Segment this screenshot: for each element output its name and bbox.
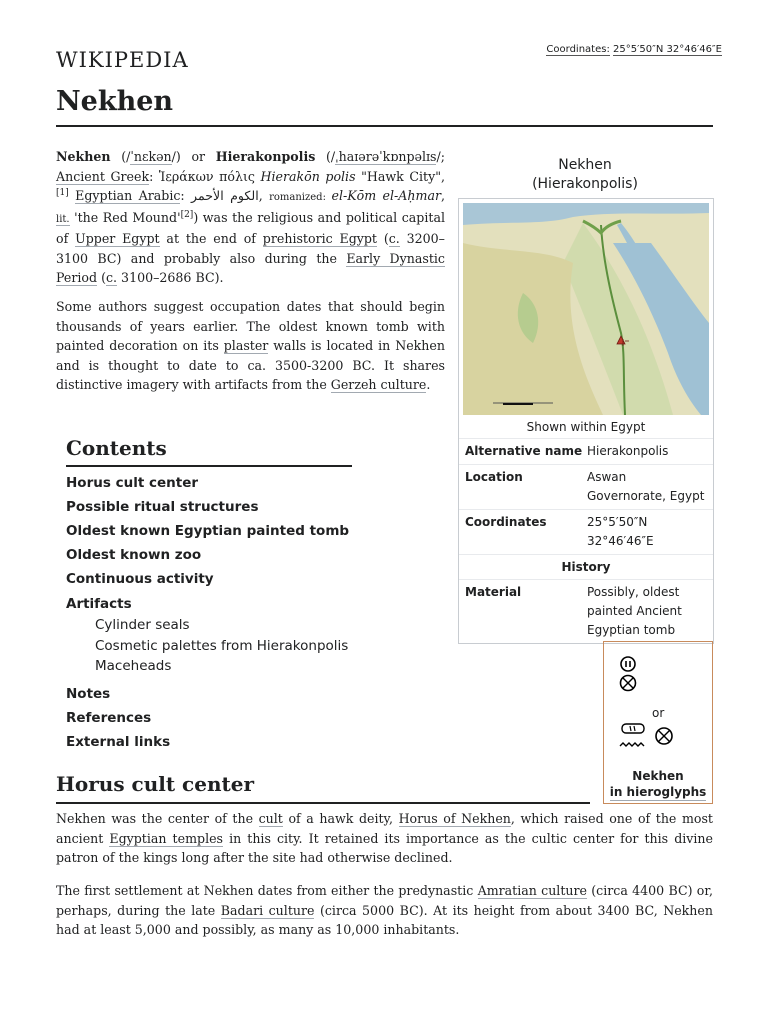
infobox-row (459, 465, 713, 510)
ipa-hierakonpolis-link[interactable]: ˌhaɪərəˈkɒnpəlɪs (335, 149, 437, 164)
lead-text: : الكوم الأحمر, (180, 188, 270, 203)
infobox-key: Coordinates (465, 515, 547, 529)
lead-term-nekhen: Nekhen (56, 149, 111, 164)
toc-item-notes[interactable]: Notes (66, 685, 111, 702)
plaster-link[interactable]: plaster (223, 338, 269, 353)
lead-text: : Ἱεράκων πόλις (149, 168, 261, 184)
early-dynastic-period-link[interactable]: Early Dynastic Period (56, 250, 445, 285)
lead-text: el-Kōm el-Aḥmar (331, 188, 441, 203)
paragraph-text: of a hawk deity, (282, 811, 399, 826)
map-caption: Shown within Egypt (459, 419, 713, 439)
toc-item-oldest-painted-tomb[interactable]: Oldest known Egyptian painted tomb (66, 523, 350, 539)
lead-text: "Hawk City", (355, 168, 446, 184)
lead-text: /; (436, 149, 445, 164)
egyptian-arabic-link[interactable]: Egyptian Arabic (75, 188, 181, 203)
infobox-row (459, 439, 713, 465)
lead-text: romanized: (269, 192, 332, 203)
hieroglyph-alternate-icon (618, 722, 688, 756)
hieroglyph-box (603, 641, 713, 804)
ancient-greek-link[interactable]: Ancient Greek (56, 168, 150, 184)
toc-item-oldest-zoo[interactable]: Oldest known zoo (66, 547, 202, 563)
paragraph-text: Some authors suggest occupation dates that should begin thousands of years earlier. The oldest known tomb with painted decoration on its (56, 299, 445, 353)
paragraph-text: (circa 5000 BC). At its height from about 3400 BC, Nekhen had at least 5,000 and possibly, as many as 10,000 inhabitants. (56, 902, 713, 937)
cult-link[interactable]: cult (258, 811, 283, 826)
egyptian-temples-link[interactable]: Egyptian temples (109, 830, 224, 846)
paragraph-text: in this city. It retained its importance as the cultic center for this divine patron of the kings long after the site had otherwise declined. (56, 830, 713, 865)
infobox-key: Alternative name (465, 444, 583, 458)
infobox-value: Aswan Governorate, Egypt (587, 470, 705, 503)
hieroglyph-caption-name: Nekhen (632, 769, 684, 783)
infobox-history-header: History (459, 555, 713, 580)
paragraph-text: . (426, 377, 431, 392)
lead-text: /) or (171, 149, 216, 164)
paragraph-text: (circa 4400 BC) or, perhaps, during the late (56, 883, 713, 918)
toc-subitem-cosmetic-palettes[interactable]: Cosmetic palettes from Hierakonpolis (95, 637, 349, 654)
toc-item-possible-ritual-structures[interactable]: Possible ritual structures (66, 499, 259, 515)
infobox-row (459, 580, 713, 643)
infobox-key: Material (465, 585, 522, 599)
lead-text: ) was the religious and political capital of (56, 209, 445, 246)
infobox-coordinates-link[interactable]: 25°5′50″N 32°46′46″E (587, 515, 654, 548)
lead-text: 3200–3100 BC) and probably also during the (56, 231, 445, 266)
infobox (458, 198, 714, 644)
infobox-caption-alt: (Hierakonpolis) (532, 176, 638, 192)
section-heading-horus-cult-center: Horus cult center (56, 772, 254, 796)
section-paragraph-1 (56, 809, 713, 868)
section-divider (56, 802, 590, 804)
gerzeh-culture-link[interactable]: Gerzeh culture (330, 377, 427, 392)
egypt-location-map[interactable] (463, 203, 709, 415)
infobox-row (459, 510, 713, 555)
infobox-caption (458, 156, 712, 194)
toc-title: Contents (66, 436, 352, 467)
prehistoric-egypt-link[interactable]: prehistoric Egypt (262, 231, 377, 246)
lead-term-hierakonpolis: Hierakonpolis (215, 149, 316, 164)
toc-item-external-links[interactable]: External links (66, 733, 171, 750)
lead-text: (/ (315, 149, 336, 164)
page-title: Nekhen (56, 86, 174, 117)
reference-1-link[interactable]: [1] (56, 187, 69, 198)
lead-text: 3100–2686 BC). (117, 270, 224, 285)
hieroglyph-nekhen-icon (618, 654, 648, 694)
upper-egypt-link[interactable]: Upper Egypt (75, 231, 160, 246)
literally-link[interactable]: lit. (56, 213, 70, 225)
lead-text: ( (377, 231, 389, 246)
title-divider (56, 125, 713, 127)
wikipedia-logo[interactable]: WIKIPEDIA (56, 48, 189, 72)
circa-link[interactable]: c. (105, 270, 118, 285)
hieroglyph-caption-link[interactable]: in hieroglyphs (609, 785, 707, 799)
infobox-value: Hierakonpolis (587, 444, 669, 458)
lead-text: (/ (110, 149, 131, 164)
lead-paragraph (56, 147, 445, 288)
lead-text: ( (97, 270, 106, 285)
coordinates-label[interactable]: Coordinates: (546, 44, 610, 55)
circa-link[interactable]: c. (388, 231, 400, 246)
paragraph-text: , which raised one of the most ancient (56, 811, 713, 846)
coordinates-link[interactable]: 25°5′50″N 32°46′46″E (613, 44, 722, 55)
reference-2-link[interactable]: [2] (180, 209, 194, 220)
amratian-culture-link[interactable]: Amratian culture (477, 883, 587, 898)
second-paragraph (56, 297, 445, 395)
paragraph-text: The first settlement at Nekhen dates from either the predynastic (56, 883, 478, 898)
toc-subitem-maceheads[interactable]: Maceheads (95, 658, 172, 674)
toc-item-horus-cult-center[interactable]: Horus cult center (66, 475, 199, 491)
toc-item-artifacts[interactable]: Artifacts (66, 596, 132, 612)
lead-text: , (440, 188, 445, 203)
infobox-caption-name: Nekhen (558, 157, 612, 173)
hieroglyph-or-label: or (652, 706, 665, 720)
paragraph-text: walls is located in Nekhen and is thought to date to ca. 3500-3200 BC. It shares distinctive imagery with artifacts from the (56, 338, 445, 392)
toc-subitem-cylinder-seals[interactable]: Cylinder seals (95, 617, 190, 633)
horus-of-nekhen-link[interactable]: Horus of Nekhen (398, 811, 511, 826)
section-paragraph-2 (56, 881, 713, 940)
paragraph-text: Nekhen was the center of the (56, 811, 259, 826)
lead-text: 'the Red Mound' (69, 209, 181, 225)
toc-item-continuous-activity[interactable]: Continuous activity (66, 571, 214, 587)
ipa-nekhen-link[interactable]: ˈnɛkən (130, 149, 172, 164)
coordinates-header (546, 44, 722, 55)
toc-item-references[interactable]: References (66, 709, 152, 726)
infobox-key: Location (465, 470, 523, 484)
hieroglyph-caption (604, 768, 712, 801)
badari-culture-link[interactable]: Badari culture (220, 902, 315, 918)
infobox-value: Possibly, oldest painted Ancient Egyptian tomb (587, 585, 682, 637)
table-of-contents (66, 436, 352, 754)
lead-text: at the end of (159, 231, 263, 246)
lead-text: Hierakōn polis (260, 168, 356, 184)
